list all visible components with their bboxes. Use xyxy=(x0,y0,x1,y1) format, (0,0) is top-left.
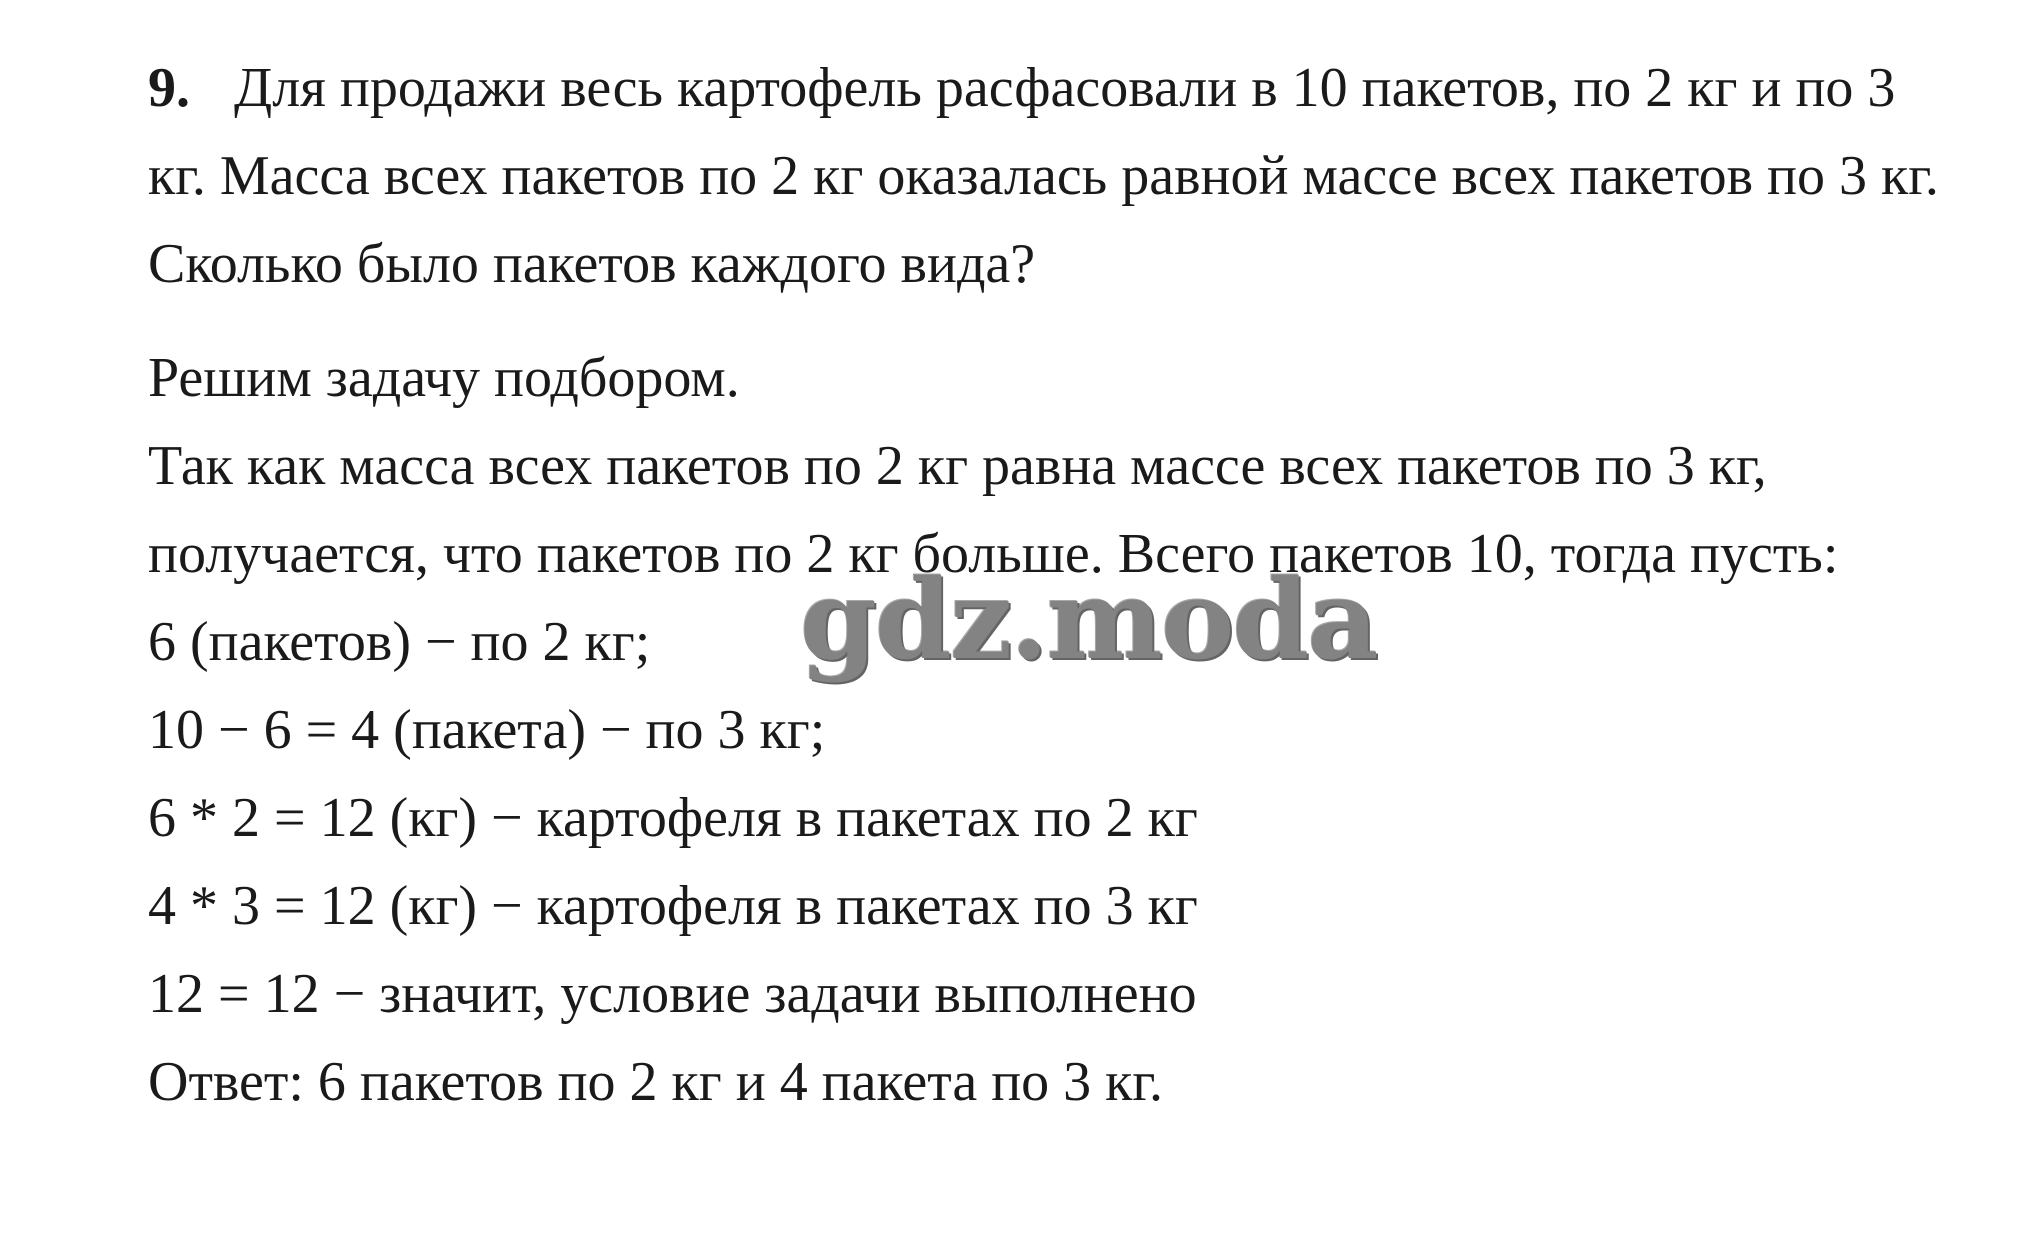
solution-block xyxy=(148,334,2008,1126)
solution-line: 6 * 2 = 12 (кг) − картофеля в пакетах по 2 кг xyxy=(148,787,1198,849)
solution-line: получается, что пакетов по 2 кг больше. Всего пакетов 10, тогда пусть: xyxy=(148,523,1839,585)
problem-statement xyxy=(148,44,1948,308)
problem-number: 9. xyxy=(148,57,190,119)
solution-line: 12 = 12 − значит, условие задачи выполнено xyxy=(148,963,1197,1025)
answer-line: Ответ: 6 пакетов по 2 кг и 4 пакета по 3 кг. xyxy=(148,1051,1164,1113)
watermark: gdz.moda xyxy=(800,555,1377,684)
solution-line: 6 (пакетов) − по 2 кг; xyxy=(148,611,651,673)
solution-line: 4 * 3 = 12 (кг) − картофеля в пакетах по 3 кг xyxy=(148,875,1198,937)
solution-line: Так как масса всех пакетов по 2 кг равна массе всех пакетов по 3 кг, xyxy=(148,435,1767,497)
solution-line: Решим задачу подбором. xyxy=(148,347,740,409)
solution-line: 10 − 6 = 4 (пакета) − по 3 кг; xyxy=(148,699,826,761)
problem-text: Для продажи весь картофель расфасовали в 10 пакетов, по 2 кг и по 3 кг. Масса всех пакетов по 2 кг оказалась равной массе всех пакетов по 3 кг. Сколько было пакетов каждого вида? xyxy=(148,57,1939,295)
